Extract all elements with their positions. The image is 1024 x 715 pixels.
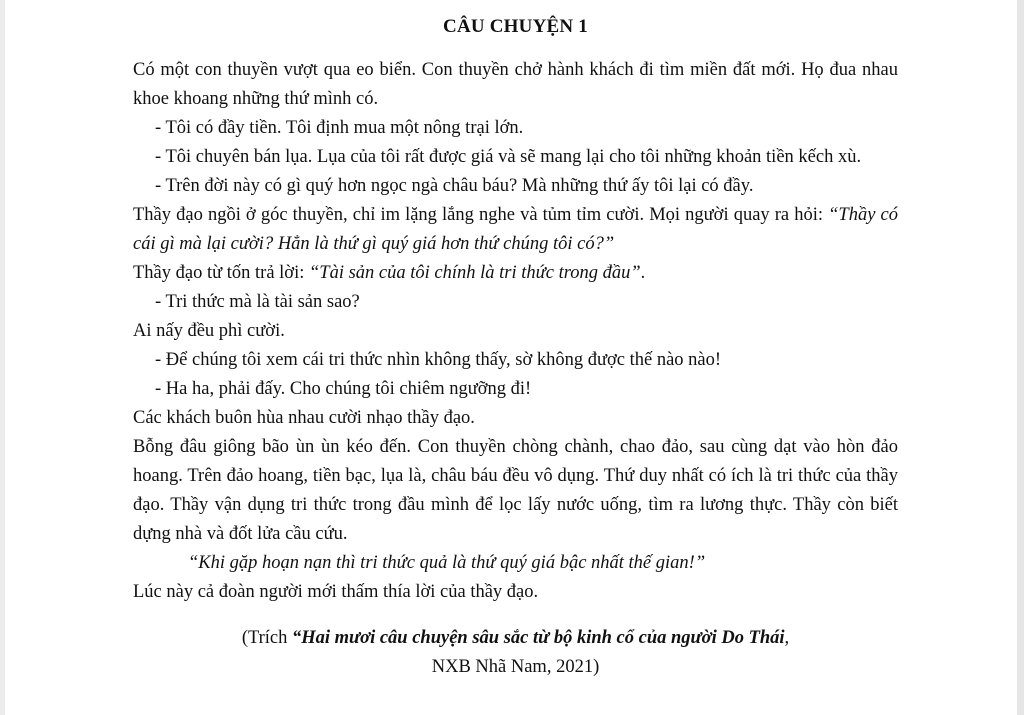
dialogue-line-jewels: - Trên đời này có gì quý hơn ngọc ngà châu báu? Mà những thứ ấy tôi lại có đầy.: [155, 176, 754, 196]
reply-period: .: [640, 263, 646, 283]
citation-line-1: [133, 624, 898, 653]
paragraph-laugh: Ai nấy đều phì cười.: [133, 321, 285, 341]
paragraph-merchants: Các khách buôn hùa nhau cười nhạo thầy đạo.: [133, 408, 475, 428]
source-citation: [133, 624, 898, 682]
dialogue-line-haha: - Ha ha, phải đấy. Cho chúng tôi chiêm ngưỡng đi!: [155, 379, 532, 399]
paragraph-ending: Lúc này cả đoàn người mới thấm thía lời của thầy đạo.: [133, 582, 539, 602]
citation-publisher: NXB Nhã Nam, 2021): [431, 657, 600, 677]
passengers-question-quote: “Thầy có cái gì mà lại cười? Hẳn là thứ gì quý giá hơn thứ chúng tôi có?”: [133, 205, 898, 254]
citation-separator: ,: [784, 628, 790, 648]
dialogue-line-silk: - Tôi chuyên bán lụa. Lụa của tôi rất được giá và sẽ mang lại cho tôi những khoản tiền kếch xù.: [155, 147, 862, 167]
paragraph-storm: Bỗng đâu giông bão ùn ùn kéo đến. Con thuyền chòng chành, chao đảo, sau cùng dạt vào hòn đảo hoang. Trên đảo hoang, tiền bạc, lụa là, châu báu đều vô dụng. Thứ duy nhất có ích là tri thức của thầy đạo. Thầy vận dụng tri thức trong đầu mình để lọc lấy nước uống, tìm ra lương thực. Thầy còn biết dựng nhà và đốt lửa cầu cứu.: [133, 437, 898, 544]
paragraph-monk: [133, 201, 898, 259]
moral-quote: “Khi gặp hoạn nạn thì tri thức quả là thứ quý giá bậc nhất thế gian!”: [188, 553, 706, 573]
citation-prefix: (Trích: [241, 628, 293, 648]
dialogue-line-knowledge: - Tri thức mà là tài sản sao?: [155, 292, 360, 312]
citation-book-title: “Hai mươi câu chuyện sâu sắc từ bộ kinh cổ của người Do Thái: [292, 628, 785, 648]
paragraph-intro: Có một con thuyền vượt qua eo biển. Con thuyền chở hành khách đi tìm miền đất mới. Họ đua nhau khoe khoang những thứ mình có.: [133, 60, 898, 109]
reply-narration: Thầy đạo từ tốn trả lời:: [133, 263, 309, 283]
story-title: CÂU CHUYỆN 1: [443, 16, 588, 37]
monk-narration: Thầy đạo ngồi ở góc thuyền, chỉ im lặng lắng nghe và tủm tỉm cười. Mọi người quay ra hỏi:: [133, 205, 829, 225]
dialogue-line-show: - Để chúng tôi xem cái tri thức nhìn không thấy, sờ không được thế nào nào!: [155, 350, 722, 370]
document-page: [133, 12, 898, 682]
page-frame-left: [0, 0, 5, 715]
monk-reply-quote: “Tài sản của tôi chính là tri thức trong đầu”: [309, 263, 641, 283]
paragraph-reply: [133, 259, 898, 288]
page-frame-right: [1017, 0, 1024, 715]
dialogue-line-money: - Tôi có đầy tiền. Tôi định mua một nông trại lớn.: [155, 118, 524, 138]
